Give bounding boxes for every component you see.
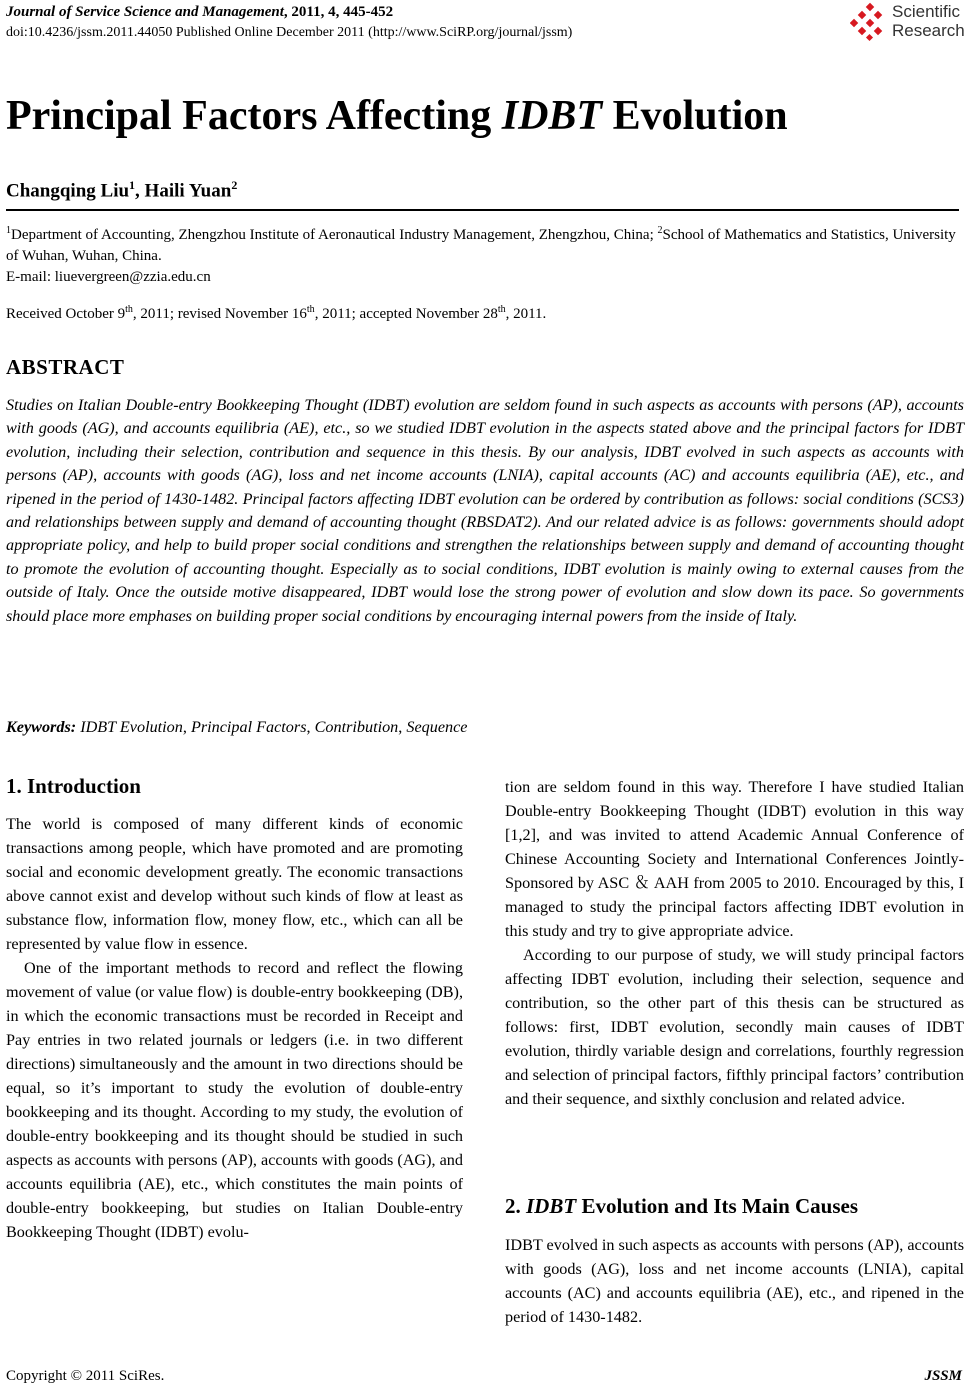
keywords-label: Keywords [6, 718, 71, 736]
section-2-number: 2. [505, 1194, 526, 1218]
title-part-3: Evolution [602, 93, 788, 139]
revised-date: , 2011; revised November 16 [132, 306, 307, 322]
keyword-3: Contribution [314, 718, 399, 736]
publisher-logo-icon [850, 2, 890, 42]
publisher-logo-text [892, 2, 965, 40]
keywords-colon: : [70, 718, 81, 736]
intro-paragraph-1: The world is composed of many different kinds of economic transactions among people, which have promoted and are promoting social and economic development greatly. The economic transactions above cannot exist and develop without such kinds of flow at least as substance flow, information flow, money flow, etc., which can all be represented by value flow in essence. [6, 815, 463, 953]
section-1-heading: 1. Introduction [6, 774, 141, 798]
title-part-2: IDBT [501, 93, 603, 139]
intro-paragraph-2: One of the important methods to record and reflect the flowing movement of value (or value flow) is double-entry bookkeeping (DB), in which the economic transactions must be recorded in Receipt and Pay entries in two related journals or ledgers (i.e. in two different directions) simultaneously and the amount in two directions should be equal, so it’s important to study the evolution of double-entry bookkeeping and its thought. According to my study, the evolution of double-entry bookkeeping and its thought should be studied in such aspects as accounts with persons (AP), accounts with goods (AG), and accounts equilibria (AE), etc., which constitutes the main points of double-entry bookkeeping, but studies on Italian Double-entry Bookkeeping Thought (IDBT) evolu- [6, 959, 463, 1241]
publisher-logo [850, 2, 968, 44]
accepted-sup: th [497, 304, 506, 315]
accepted-date: , 2011; accepted November 28 [314, 306, 498, 322]
abstract-text: Studies on Italian Double-entry Bookkeeping Thought (IDBT) evolution are seldom found in such aspects as accounts with persons (AP), accounts with goods (AG), and accounts equilibria (AE), etc., so we studied IDBT evolution in the aspects stated above and the principal factors for IDBT evolution, including their selection, contribution and sequence in this thesis. By our analysis, IDBT evolved in such aspects as accounts with persons (AP), accounts with goods (AG), loss and net income accounts (LNIA), capital accounts (AC) and accounts equilibria (AE), etc., and ripened in the period of 1430-1482. Principal factors affecting IDBT evolution can be ordered by contribution as follows: social conditions (SCS3) and relationships between supply and demand of accounting thought (RBSDAT2). And our related advice is as follows: governments should adopt appropriate policy, and help to build proper social conditions and strengthen the relationships between supply and demand of accounting thought to promote the evolution of accounting thought. Especially as to social conditions, IDBT evolution is mainly owing to external causes from the outside of Italy. Once the outside motive disappeared, IDBT would lose the strong power of evolution and slow down its pace. So governments should place more emphases on building proper social conditions by encouraging internal powers from the inside of Italy. [6, 396, 964, 625]
keyword-1: IDBT Evolution [80, 718, 183, 736]
keyword-sep-3: , [398, 718, 407, 736]
title-part-1: Principal Factors Affecting [6, 93, 502, 139]
affiliation-block [6, 220, 964, 288]
journal-name: Journal of Service Science and Management [6, 4, 284, 20]
dates-end: , 2011. [505, 306, 547, 322]
affiliation-text [6, 220, 964, 267]
keyword-sep-2: , [306, 718, 315, 736]
received-date: Received October 9 [6, 306, 126, 322]
intro-paragraph-4: According to our purpose of study, we will study principal factors affecting IDBT evolution, including their selection, sequence and contribution, so the other part of this thesis can be structured as follows: first, IDBT evolution, secondly main causes of IDBT evolution, thirdly variable design and correlations, fourthly regression and selection of principal factors, fifthly principal factors’ contribution and their sequence, and sixthly conclusion and related advice. [505, 946, 964, 1108]
journal-issue: , 2011, 4, 445-452 [283, 4, 394, 20]
author-list [6, 178, 237, 202]
affiliation-2: School of Mathematics and Statistics, University of Wuhan, Wuhan, China. [6, 227, 956, 264]
keyword-sep-1: , [182, 718, 191, 736]
received-dates [6, 304, 546, 323]
author-2-sup: 2 [231, 178, 238, 192]
author-1-sup: 1 [129, 178, 136, 192]
section-2-body [505, 1233, 964, 1329]
affil-sup-1: 1 [6, 225, 11, 236]
title-rule [6, 209, 959, 211]
logo-line-1: Scientific [892, 2, 961, 21]
left-column [6, 812, 463, 1244]
keywords-line [6, 718, 467, 737]
section-2-title: Evolution and Its Main Causes [576, 1194, 859, 1218]
author-separator: , [135, 180, 145, 202]
logo-line-2: Research [892, 21, 965, 40]
keyword-2: Principal Factors [190, 718, 307, 736]
email-line: E-mail: liuevergreen@zzia.edu.cn [6, 269, 211, 285]
author-2: Haili Yuan [144, 180, 232, 202]
right-column [505, 775, 964, 1111]
affil-sup-2: 2 [657, 225, 663, 236]
footer-journal: JSSM [924, 1368, 962, 1384]
abstract-heading: ABSTRACT [6, 355, 125, 379]
paper-title [6, 92, 788, 140]
section-2-italic: IDBT [526, 1194, 577, 1218]
journal-header [6, 4, 393, 21]
section-2-heading [505, 1194, 858, 1219]
received-sup: th [125, 304, 133, 315]
footer-copyright: Copyright © 2011 SciRes. [6, 1368, 165, 1384]
doi-line: doi:10.4236/jssm.2011.44050 Published Online December 2011 (http://www.SciRP.org/journal/jssm) [6, 25, 573, 40]
revised-sup: th [306, 304, 315, 315]
affiliation-1: Department of Accounting, Zhengzhou Institute of Aeronautical Industry Management, Zhengzhou, China; [11, 227, 658, 243]
keyword-4: Sequence [406, 718, 468, 736]
section-2-paragraph-1: IDBT evolved in such aspects as accounts with persons (AP), accounts with goods (AG), loss and net income accounts (LNIA), capital accounts (AC) and accounts equilibria (AE), etc., and ripened in the period of 1430-1482. [505, 1236, 964, 1326]
intro-paragraph-3: tion are seldom found in this way. Therefore I have studied Italian Double-entry Bookkeeping Thought (IDBT) evolution in this way [1,2], and was invited to attend Academic Annual Conference of Chinese Accounting Society and International Conferences Jointly-Sponsored by ASC ＆ AAH from 2005 to 2010. Encouraged by this, I managed to study the principal factors affecting IDBT evolution in this study and try to give appropriate advice. [505, 778, 964, 940]
author-1: Changqing Liu [6, 180, 130, 202]
